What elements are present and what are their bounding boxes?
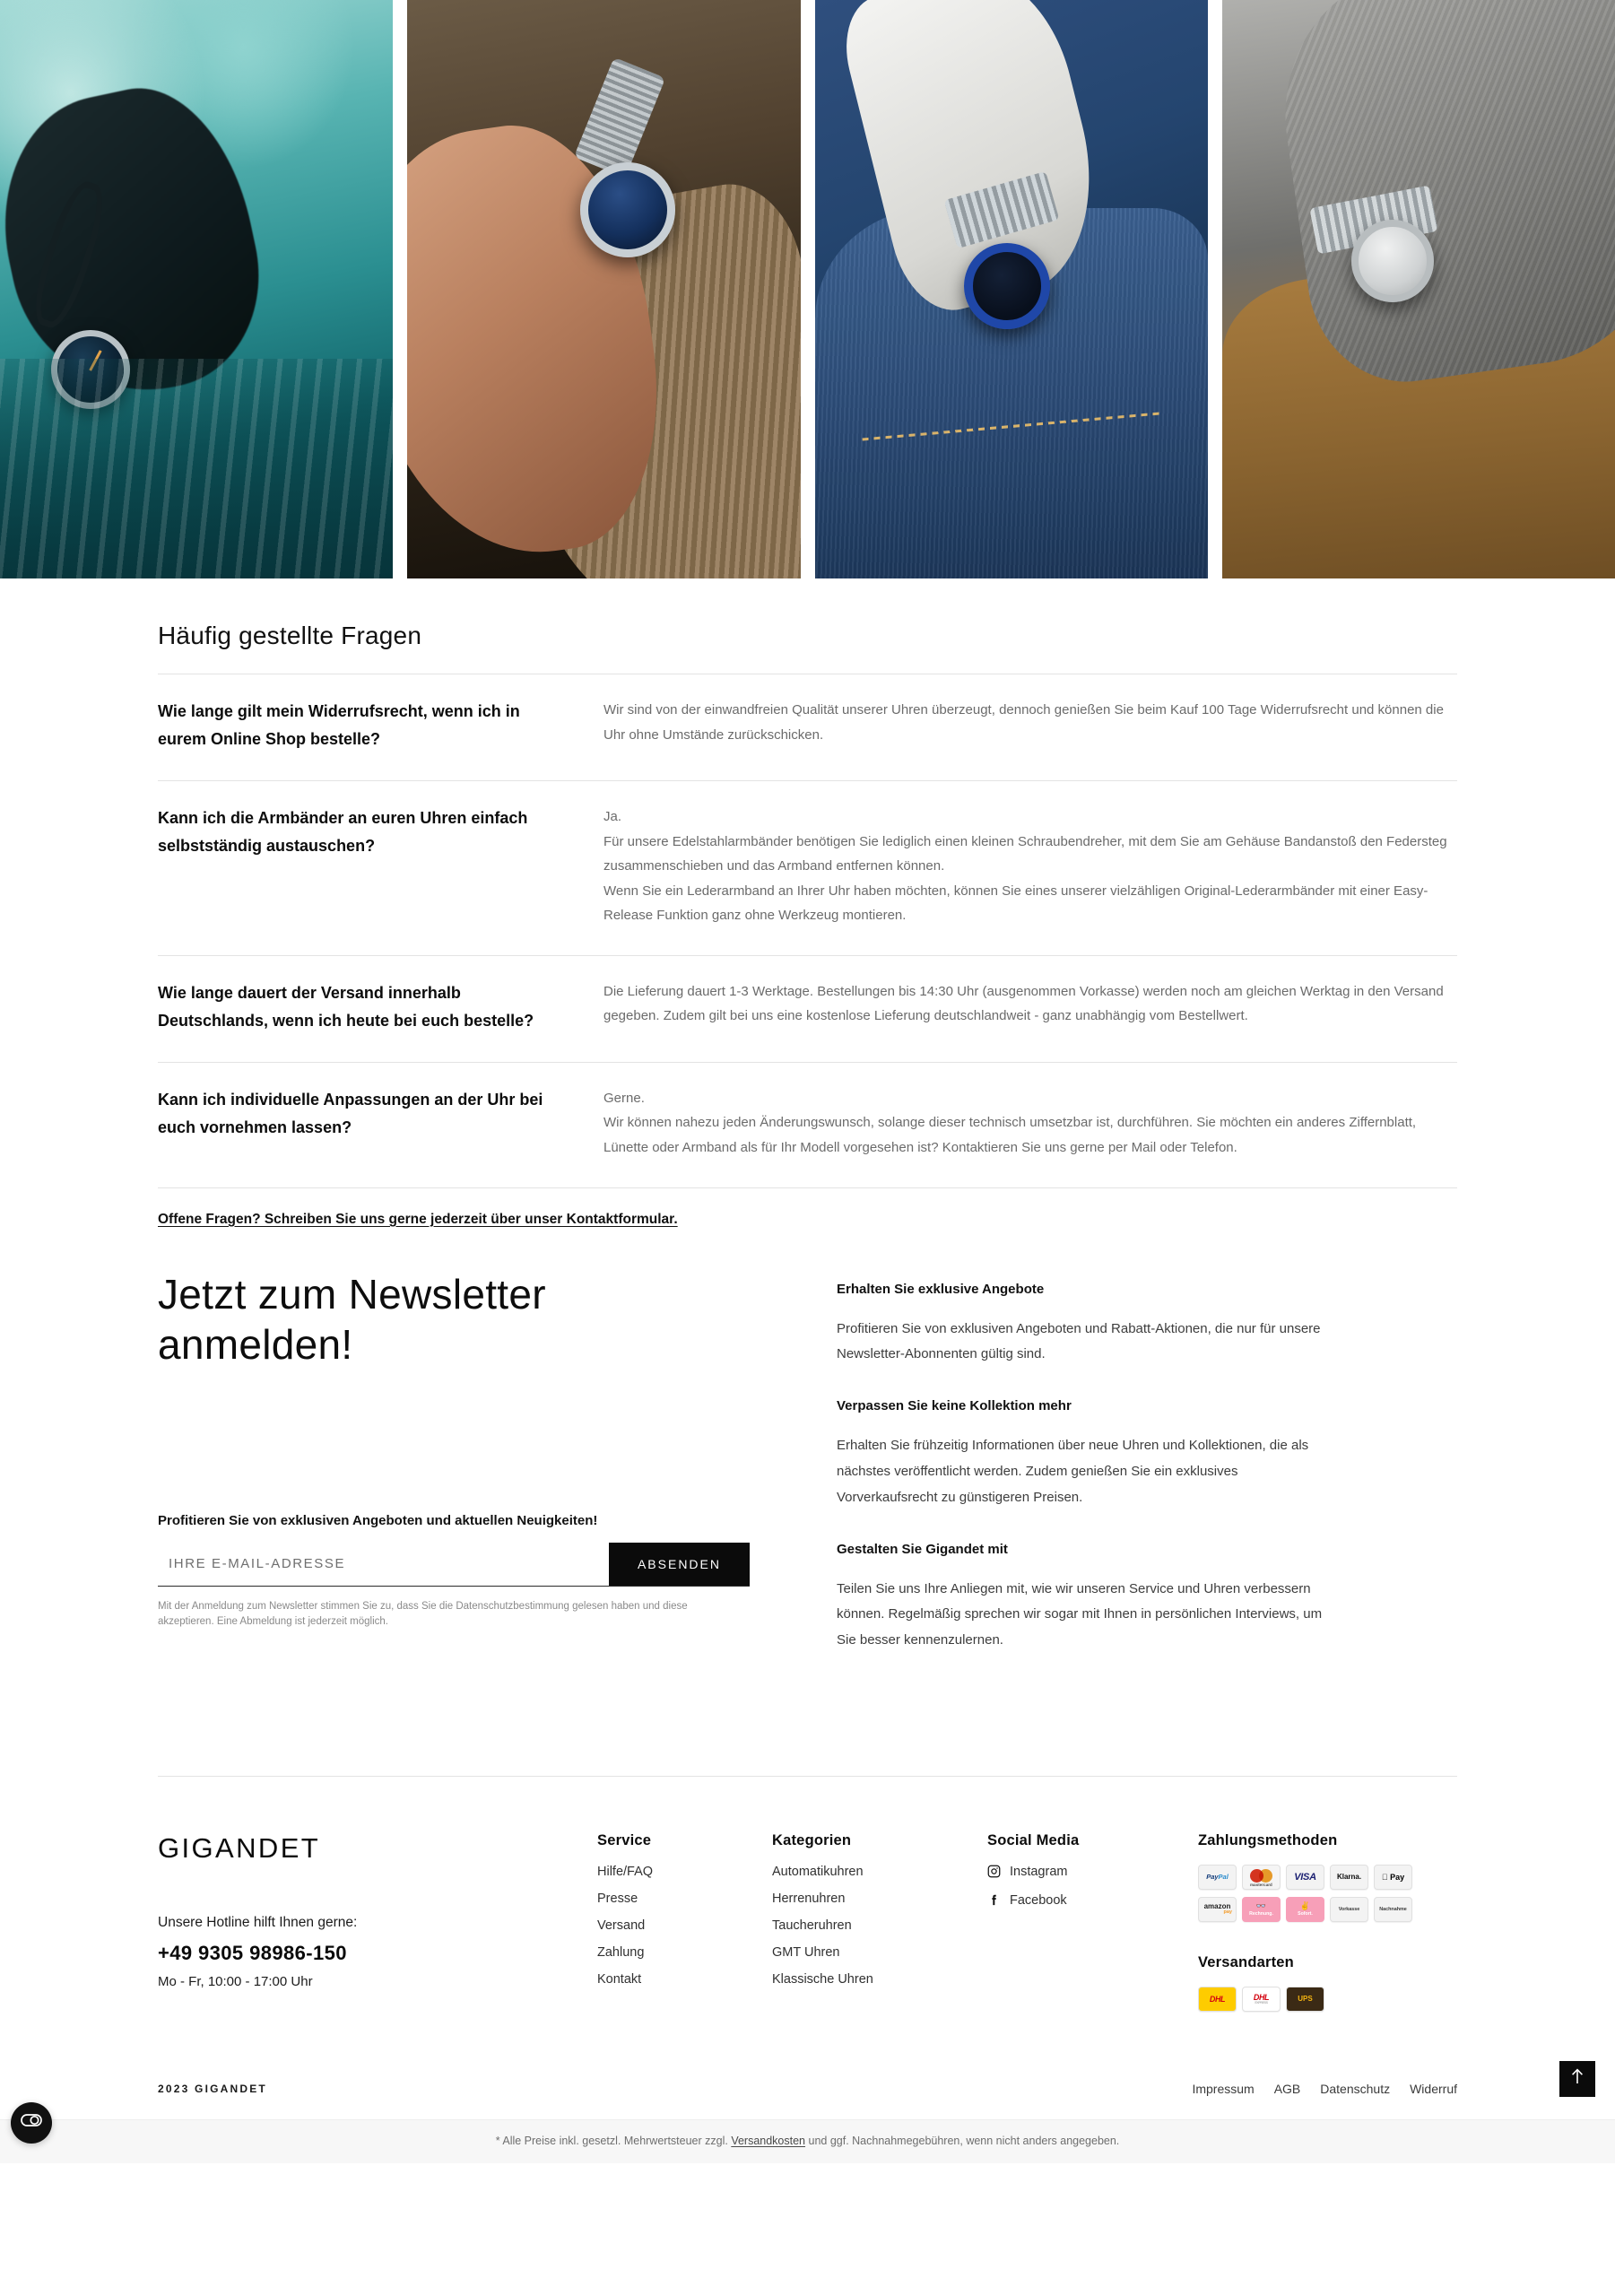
- sofort-icon: ✌ Sofort.: [1286, 1897, 1324, 1922]
- service-link-zahlung[interactable]: Zahlung: [597, 1944, 645, 1960]
- category-link-gmt-uhren[interactable]: GMT Uhren: [772, 1944, 840, 1960]
- watch-dial-shape: [580, 162, 675, 257]
- faq-answer-line: Wir sind von der einwandfreien Qualität unserer Uhren überzeugt, dennoch genießen Sie beim Kauf 100 Tage Widerrufsrecht und können die Uhr ohne Umstände zurückschicken.: [603, 702, 1444, 743]
- hotline-hours: Mo - Fr, 10:00 - 17:00 Uhr: [158, 1973, 313, 1989]
- cookie-settings-button[interactable]: [11, 2102, 52, 2144]
- gmt-watch-photo: [815, 0, 1208, 578]
- categories-column-title: Kategorien: [772, 1831, 852, 1848]
- service-link-presse[interactable]: Presse: [597, 1891, 638, 1906]
- faq-section: [158, 578, 1457, 1228]
- gigandet-logo[interactable]: GIGANDET: [158, 1831, 321, 1864]
- faq-question: Wie lange dauert der Versand innerhalb Deutschlands, wenn ich heute bei euch bestelle?: [158, 983, 534, 1030]
- amazon-pay-icon: amazon pay: [1198, 1897, 1237, 1922]
- faq-question: Kann ich die Armbänder an euren Uhren einfach selbstständig austauschen?: [158, 808, 528, 855]
- category-link-herrenuhren[interactable]: Herrenuhren: [772, 1891, 846, 1906]
- category-link-automatikuhren[interactable]: Automatikuhren: [772, 1864, 864, 1879]
- dhl-express-icon: DHL EXPRESS: [1242, 1987, 1281, 2012]
- hero-image-1[interactable]: [0, 0, 393, 578]
- footer-payments-column: [1198, 1832, 1457, 2012]
- faq-answer-line: Wir können nahezu jeden Änderungswunsch, solange dieser technisch umsetzbar ist, durchführen. Sie möchten ein anderes Ziffernblatt, Lünette oder Armband als für Ihr Modell vorgesehen ist? Kontaktieren Sie uns gerne per Mail oder Telefon.: [603, 1115, 1417, 1155]
- social-column-title: Social Media: [987, 1831, 1080, 1848]
- vorkasse-icon: Vorkasse: [1330, 1897, 1368, 1922]
- water-ripple-shape: [0, 359, 393, 578]
- diver-watch-photo: [0, 0, 393, 578]
- apple-pay-icon: Pay: [1374, 1865, 1412, 1890]
- faq-answer-line: Gerne.: [603, 1090, 645, 1106]
- service-link-hilfe-faq[interactable]: Hilfe/FAQ: [597, 1864, 654, 1879]
- price-disclaimer-bar: [0, 2119, 1615, 2163]
- payments-column-title: Zahlungsmethoden: [1198, 1831, 1338, 1848]
- watch-dial-shape: [1351, 220, 1434, 302]
- benefit-title: Erhalten Sie exklusive Angebote: [837, 1281, 1045, 1297]
- hotline-number[interactable]: +49 9305 98986-150: [158, 1941, 347, 1964]
- payment-icons-row-1: [1198, 1865, 1457, 1890]
- faq-answer-line: Die Lieferung dauert 1-3 Werktage. Bestellungen bis 14:30 Uhr (ausgenommen Vorkasse) werden noch am gleichen Werktag in den Versand gegeben. Zudem gilt bei uns eine kostenlose Lieferung deutschlandweit - ganz unabhängig vom Bestellwert.: [603, 983, 1444, 1024]
- payment-icons-row-2: [1198, 1897, 1457, 1922]
- faq-answer: [603, 1086, 1457, 1161]
- shipping-column-title: Versandarten: [1198, 1953, 1294, 1970]
- legal-link-datenschutz[interactable]: Datenschutz: [1320, 2081, 1391, 2096]
- social-link-label: Facebook: [1010, 1892, 1067, 1908]
- footer-bottom-bar: [158, 2012, 1457, 2119]
- faq-answer-line: Wenn Sie ein Lederarmband an Ihrer Uhr haben möchten, können Sie eines unserer vielzähligen Original-Lederarmbänder mit einer Easy-Release Funktion ganz ohne Werkzeug montieren.: [603, 883, 1428, 924]
- newsletter-heading: Jetzt zum Newsletter anmelden!: [158, 1270, 546, 1368]
- cookie-toggle-icon: [21, 2114, 42, 2131]
- blue-dial-watch-photo: [407, 0, 800, 578]
- social-link-facebook[interactable]: [987, 1893, 1198, 1908]
- scroll-to-top-button[interactable]: [1559, 2061, 1595, 2097]
- faq-answer: [603, 698, 1457, 753]
- versandkosten-link[interactable]: Versandkosten: [731, 2134, 806, 2147]
- legal-link-agb[interactable]: AGB: [1273, 2081, 1301, 2096]
- faq-answer-line: Für unsere Edelstahlarmbänder benötigen Sie lediglich einen kleinen Schraubendreher, mit dem Sie am Gehäuse Bandanstoß den Federsteg zusammenschieben und das Armband entfernen können.: [603, 833, 1447, 874]
- rechnung-icon: 👓 Rechnung.: [1242, 1897, 1281, 1922]
- benefit-text: Teilen Sie uns Ihre Anliegen mit, wie wir unseren Service und Uhren verbessern können. Regelmäßig sprechen wir sogar mit Ihnen in persönlichen Interviews, um Sie besser kennenzulernen.: [837, 1580, 1323, 1648]
- newsletter-legal-text: Mit der Anmeldung zum Newsletter stimmen Sie zu, dass Sie die Datenschutzbestimmung gelesen haben und diese akzeptieren. Eine Abmeldung ist jederzeit möglich.: [158, 1600, 688, 1628]
- price-note-prefix: * Alle Preise inkl. gesetzl. Mehrwertsteuer zzgl.: [495, 2134, 732, 2147]
- social-link-instagram[interactable]: [987, 1865, 1198, 1879]
- newsletter-submit-button[interactable]: ABSENDEN: [609, 1543, 750, 1586]
- ups-icon: UPS: [1286, 1987, 1324, 2012]
- mastercard-label: mastercard: [1250, 1882, 1272, 1887]
- hero-image-4[interactable]: [1222, 0, 1615, 578]
- legal-link-impressum[interactable]: Impressum: [1192, 2081, 1255, 2096]
- category-link-taucheruhren[interactable]: Taucheruhren: [772, 1918, 852, 1933]
- watch-dial-shape: [964, 243, 1050, 329]
- faq-answer: [603, 804, 1457, 928]
- benefit-title: Verpassen Sie keine Kollektion mehr: [837, 1398, 1072, 1414]
- service-column-title: Service: [597, 1831, 652, 1848]
- klarna-icon: Klarna.: [1330, 1865, 1368, 1890]
- footer-categories-column: [772, 1832, 987, 2012]
- facebook-icon: [987, 1893, 1001, 1907]
- newsletter-signup-column: [158, 1269, 837, 1684]
- faq-item-1: [158, 674, 1457, 780]
- mastercard-icon: [1242, 1865, 1281, 1890]
- hero-image-2[interactable]: [407, 0, 800, 578]
- dhl-icon: DHL: [1198, 1987, 1237, 2012]
- faq-question: Wie lange gilt mein Widerrufsrecht, wenn ich in eurem Online Shop bestelle?: [158, 702, 520, 748]
- shipping-icons-row: [1198, 1987, 1457, 2012]
- hotline-label: Unsere Hotline hilft Ihnen gerne:: [158, 1914, 358, 1930]
- faq-answer: [603, 979, 1457, 1035]
- newsletter-subheading: Profitieren Sie von exklusiven Angeboten und aktuellen Neuigkeiten!: [158, 1512, 598, 1528]
- paypal-icon: Pay Pal: [1198, 1865, 1237, 1890]
- faq-question: Kann ich individuelle Anpassungen an der Uhr bei euch vornehmen lassen?: [158, 1090, 543, 1136]
- faq-contact-row: [158, 1187, 1457, 1228]
- contact-form-link[interactable]: Offene Fragen? Schreiben Sie uns gerne jederzeit über unser Kontaktformular.: [158, 1211, 678, 1227]
- benefit-text: Erhalten Sie frühzeitig Informationen über neue Uhren und Kollektionen, die als nächstes veröffentlicht werden. Zudem genießen Sie ein exklusives Vorverkaufsrecht zu günstigeren Preisen.: [837, 1438, 1309, 1505]
- newsletter-email-input[interactable]: [158, 1543, 609, 1586]
- legal-links: [1192, 2082, 1457, 2096]
- social-link-label: Instagram: [1010, 1864, 1068, 1879]
- footer-service-column: [597, 1832, 772, 2012]
- classic-watch-photo: [1222, 0, 1615, 578]
- nachnahme-icon: Nachnahme: [1374, 1897, 1412, 1922]
- faq-item-2: [158, 780, 1457, 955]
- category-link-klassische-uhren[interactable]: Klassische Uhren: [772, 1971, 873, 1987]
- faq-title: Häufig gestellte Fragen: [158, 622, 422, 649]
- visa-icon: VISA: [1286, 1865, 1324, 1890]
- bracelet-shape: [574, 57, 665, 178]
- service-link-versand[interactable]: Versand: [597, 1918, 646, 1933]
- hero-image-3[interactable]: [815, 0, 1208, 578]
- newsletter-form: [158, 1543, 750, 1587]
- arrow-up-icon: [1570, 2068, 1585, 2089]
- benefit-text: Profitieren Sie von exklusiven Angeboten und Rabatt-Aktionen, die nur für unsere Newsletter-Abonnenten gültig sind.: [837, 1320, 1321, 1362]
- footer-social-column: [987, 1832, 1198, 2012]
- price-note-suffix: und ggf. Nachnahmegebühren, wenn nicht anders angegeben.: [805, 2134, 1120, 2147]
- instagram-icon: [987, 1865, 1001, 1878]
- newsletter-section: [158, 1228, 1457, 1684]
- hero-image-strip: [0, 0, 1615, 578]
- benefit-title: Gestalten Sie Gigandet mit: [837, 1541, 1008, 1557]
- newsletter-benefits-column: [837, 1269, 1457, 1684]
- faq-item-3: [158, 955, 1457, 1062]
- faq-answer-line: Ja.: [603, 808, 622, 824]
- legal-link-widerruf[interactable]: Widerruf: [1410, 2081, 1457, 2096]
- faq-item-4: [158, 1062, 1457, 1187]
- footer-brand-column: [158, 1832, 597, 2012]
- site-footer: [158, 1777, 1457, 2012]
- copyright-text: 2023 GIGANDET: [158, 2082, 267, 2095]
- service-link-kontakt[interactable]: Kontakt: [597, 1971, 642, 1987]
